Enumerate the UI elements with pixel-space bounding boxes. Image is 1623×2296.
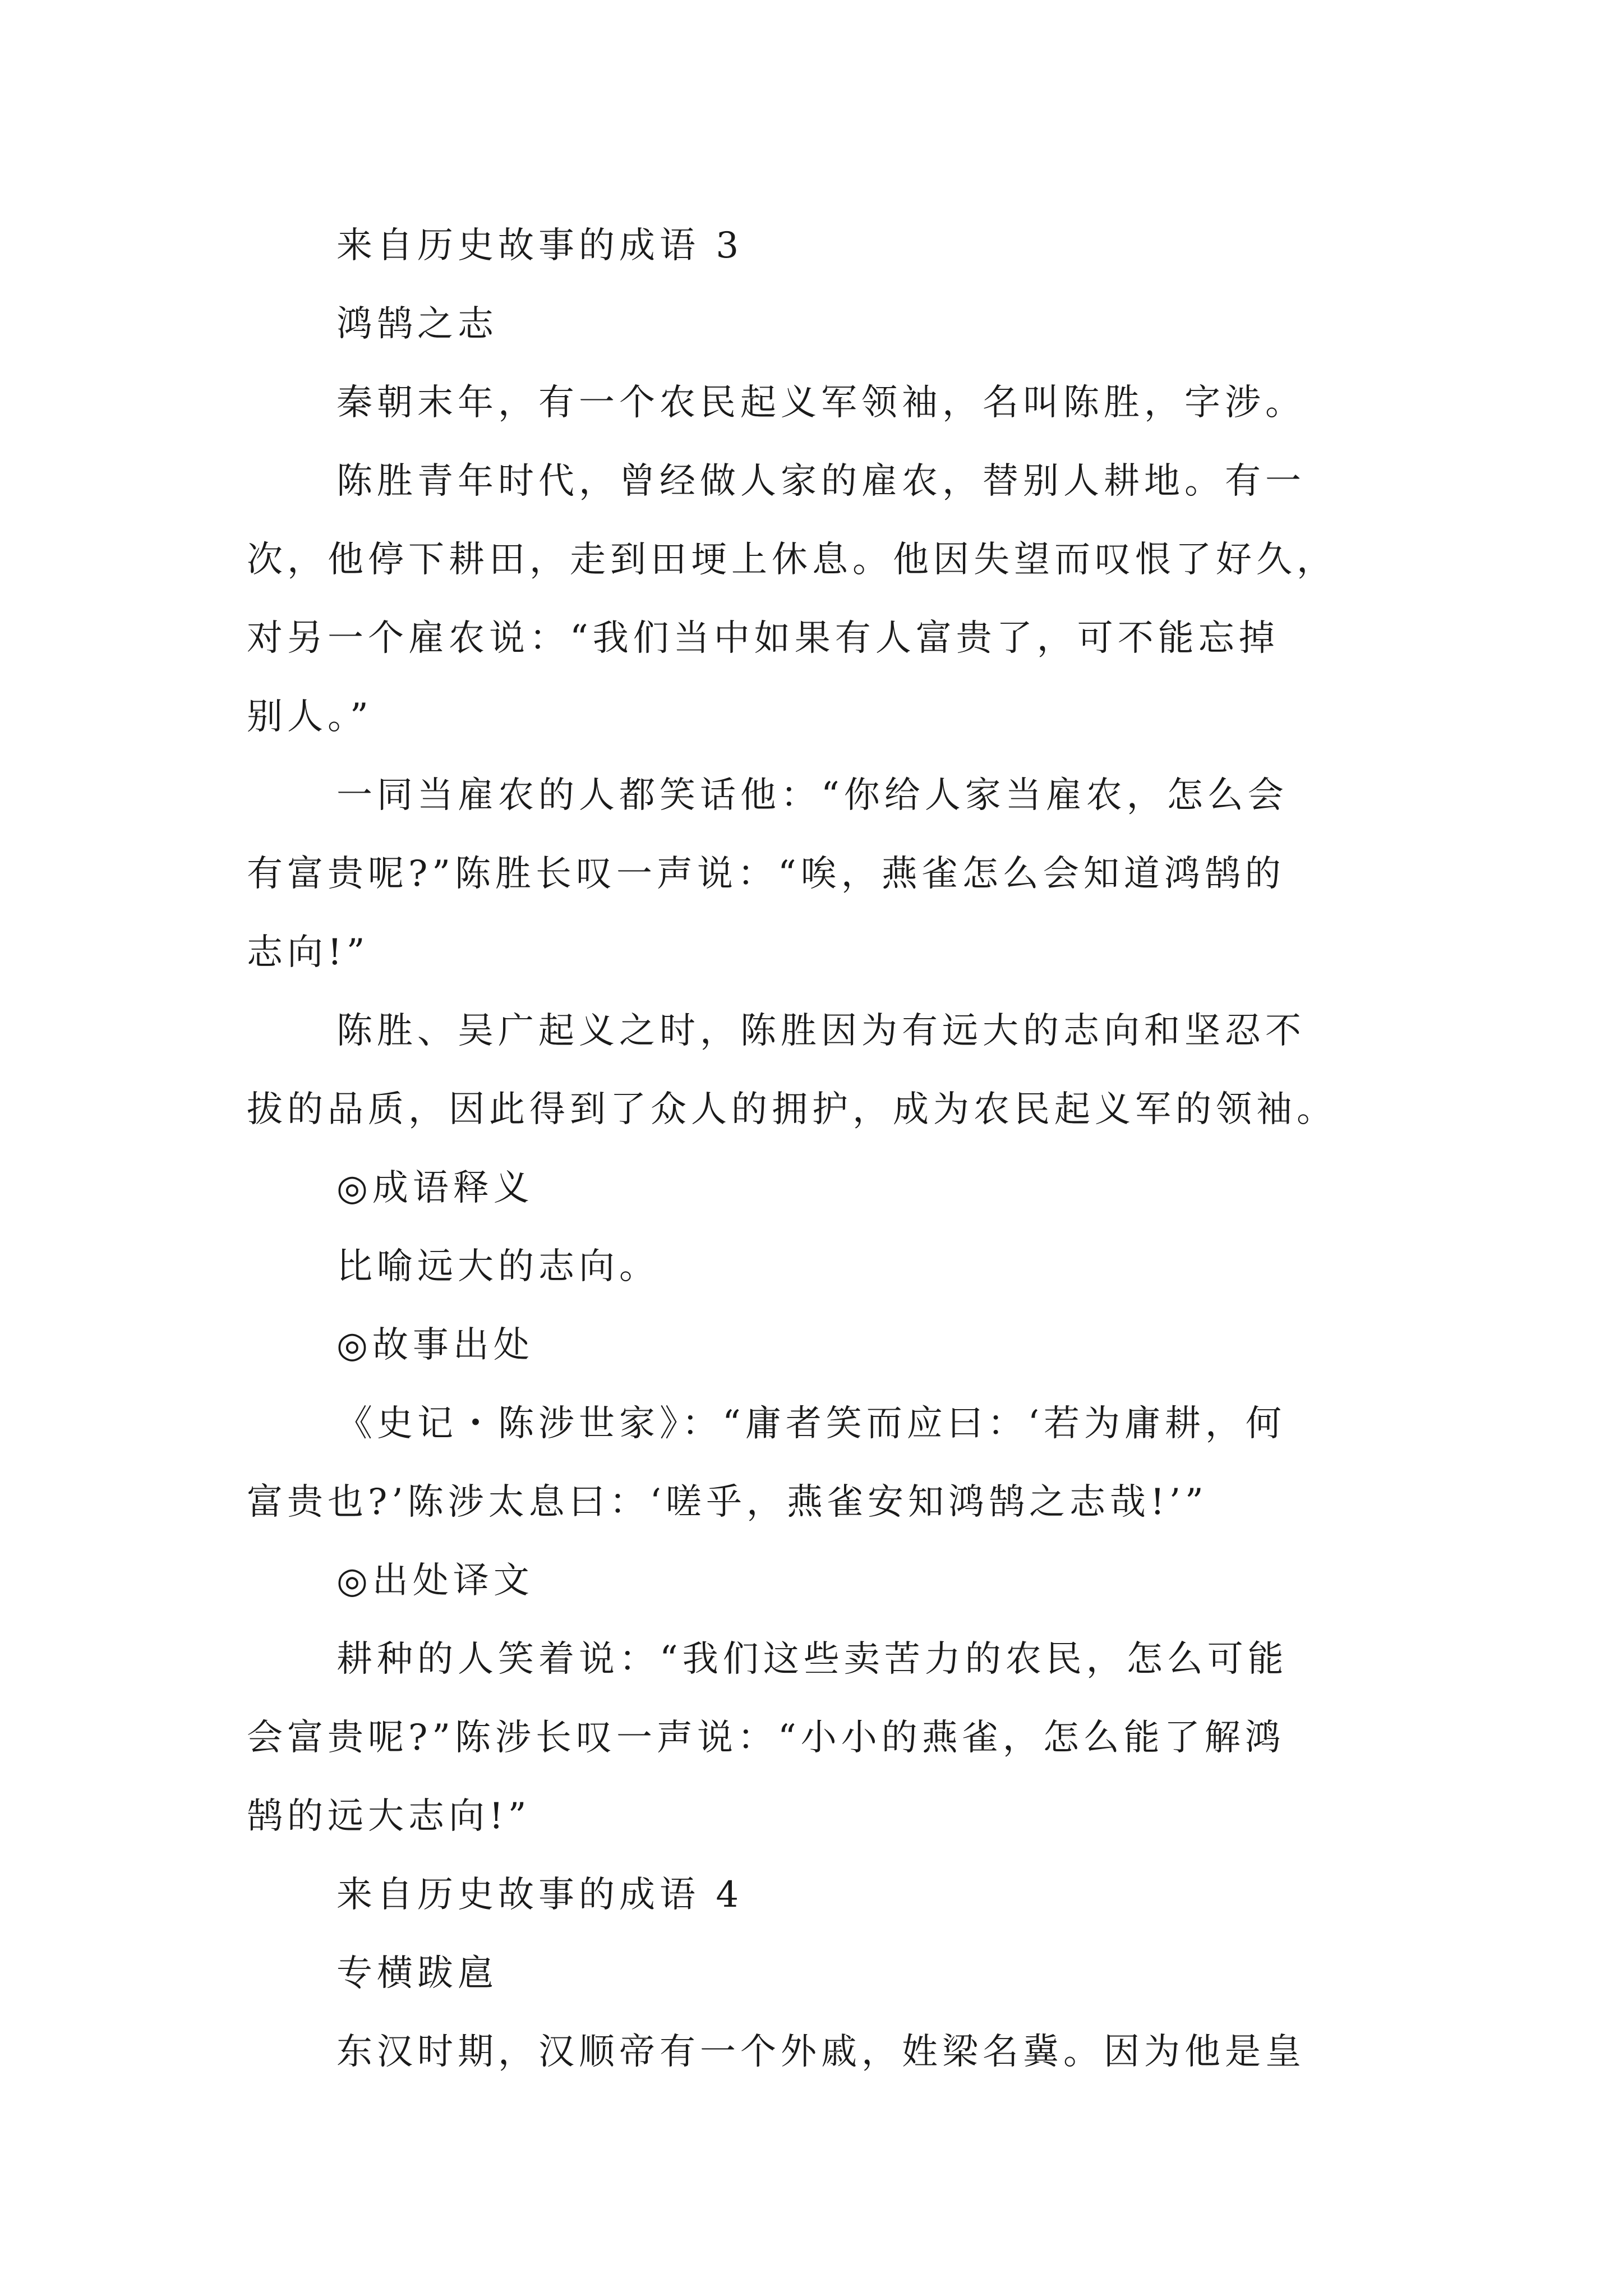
paragraph-line: 会富贵呢?”陈涉长叹一声说：“小小的燕雀，怎么能了解鸿 (247, 1717, 1285, 1759)
paragraph-line: 有富贵呢?”陈胜长叹一声说：“唉，燕雀怎么会知道鸿鹄的 (247, 853, 1285, 895)
paragraph-line: 耕种的人笑着说：“我们这些卖苦力的农民，怎么可能 (336, 1639, 1288, 1680)
paragraph-line: 秦朝末年，有一个农民起义军领袖，名叫陈胜，字涉。 (336, 382, 1306, 424)
paragraph-line: 东汉时期，汉顺帝有一个外戚，姓梁名冀。因为他是皇 (336, 2031, 1306, 2073)
paragraph-line: 别人。” (247, 696, 373, 738)
paragraph-line: 比喻远大的志向。 (336, 1246, 660, 1287)
paragraph-line: 鹄的远大志向!” (247, 1796, 531, 1837)
paragraph-line: 次，他停下耕田，走到田埂上休息。他因失望而叹恨了好久， (247, 539, 1337, 581)
section-heading: 来自历史故事的成语 3 (336, 225, 744, 266)
paragraph-line: 陈胜青年时代，曾经做人家的雇农，替别人耕地。有一 (336, 461, 1306, 502)
paragraph-line: 陈胜、吴广起义之时，陈胜因为有远大的志向和坚忍不 (336, 1010, 1306, 1052)
paragraph-line: 一同当雇农的人都笑话他：“你给人家当雇农，怎么会 (336, 775, 1288, 816)
paragraph-line: 对另一个雇农说：“我们当中如果有人富贵了，可不能忘掉 (247, 618, 1279, 659)
subsection-heading: ◎故事出处 (336, 1324, 534, 1366)
subsection-heading: ◎出处译文 (336, 1560, 534, 1602)
paragraph-line: 《史记・陈涉世家》：“庸者笑而应曰：‘若为庸耕，何 (336, 1403, 1287, 1444)
paragraph-line: 拔的品质，因此得到了众人的拥护，成为农民起义军的领袖。 (247, 1089, 1337, 1130)
idiom-title: 专横跋扈 (336, 1953, 498, 1994)
paragraph-line: 富贵也?’陈涉太息曰：‘嗟乎，燕雀安知鸿鹄之志哉!’” (247, 1481, 1208, 1523)
section-heading: 来自历史故事的成语 4 (336, 1874, 744, 1916)
idiom-title: 鸿鹄之志 (336, 303, 498, 345)
paragraph-line: 志向!” (247, 932, 370, 973)
subsection-heading: ◎成语释义 (336, 1167, 534, 1209)
